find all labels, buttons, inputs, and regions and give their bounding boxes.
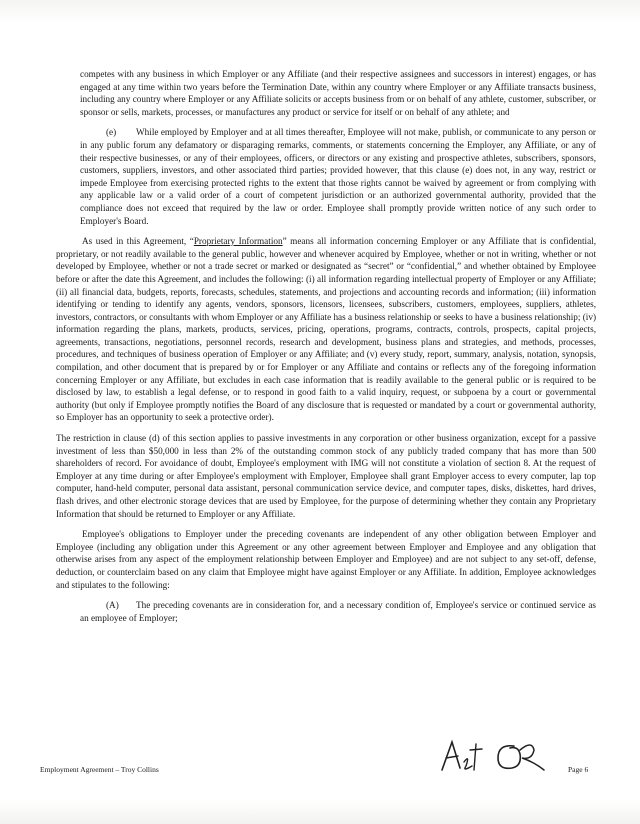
proprietary-text: ” means all information concerning Employer or any Affiliate that is confidential, proprietary, or not readily available to the general public, however and whenever acquired by Employee, whether or not in writing, whether or not developed by Employee, whether or not a trade secret or marked or designated as “secret” or “confidential,” and whether obtained by Employee before or after the date this Agreement, and includes the following: (i) all information regarding intellectual property of Employer or any Affiliate; (ii) all financial data, budgets, reports, forecasts, schedules, statements, and projections and accounting records and information; (iii) information identifying or tending to identify any agents, vendors, sponsors, licensors, licensees, subscribers, customers, employees, suppliers, athletes, investors, contractors, or consultants with whom Employer or any Affiliate has a business relationship or seeks to have a business relationship; (iv) information regarding the plans, markets, products, services, pricing, operations, programs, contracts, controls, prospects, capital projects, agreements, transactions, negotiations, personnel records, research and development, business plans and strategies, and methods, processes, procedures, and techniques of business operation of Employer or any Affiliate; and (v) every study, report, summary, analysis, notation, synopsis, compilation, and other document that is prepared by or for Employer or any Affiliate and contains or reflects any of the foregoing information concerning Employer or any Affiliate, but excludes in each case information that is readily available to the general public or is required to be disclosed by law, to establish a legal defense, or to respond in good faith to a valid inquiry, request, or subpoena by a court or governmental authority (but only if Employee promptly notifies the Board of any disclosure that is requested or mandated by a court or governmental authority, so Employer has an opportunity to seek a protective order).	[56, 236, 596, 423]
paragraph-clause-e	[80, 126, 596, 227]
proprietary-lead: As used in this Agreement, “	[82, 236, 194, 247]
defined-term: Proprietary Information	[193, 236, 283, 247]
paragraph-clause-a	[80, 599, 596, 624]
signature-initials	[436, 736, 556, 776]
clause-label: (A)	[106, 600, 119, 611]
clause-label: (e)	[106, 127, 117, 138]
paragraph-obligations: Employee's obligations to Employer under the preceding covenants are independent of any other obligation between Employer and Employee (including any obligation under this Agreement or any other agreement between Employer and Employee and any obligation that otherwise arises from any aspect of the employment relationship between Employer and Employee) and are not subject to any set-off, defense, deduction, or counterclaim based on any claim that Employee might have against Employer or any Affiliate. In addition, Employee acknowledges and stipulates to the following:	[56, 529, 596, 590]
clause-a-text: The preceding covenants are in consideration for, and a necessary condition of, Employee's service or continued service as an employee of Employer;	[80, 600, 596, 623]
paragraph-restriction: The restriction in clause (d) of this section applies to passive investments in any corporation or other business organization, except for a passive investment of less than $50,000 in less than 2% of the outstanding common stock of any publicly traded company that has more than 500 shareholders of record. For avoidance of doubt, Employee's employment with IMG will not constitute a violation of section 8. At the request of Employer at any time during or after Employee's employment with Employer, Employee shall grant Employer access to every computer, lap top computer, hand-held computer, personal data assistant, personal communication service device, and computer tapes, disks, diskettes, hard drives, flash drives, and other electronic storage devices that are used by Employee, for the purpose of determining whether they contain any Proprietary Information that should be returned to Employer or any Affiliate.	[56, 433, 596, 519]
document-body	[56, 68, 596, 632]
footer-page-number: Page 6	[568, 765, 589, 774]
footer-document-title: Employment Agreement – Troy Collins	[40, 765, 159, 774]
clause-e-text: While employed by Employer and at all times thereafter, Employee will not make, publish, or communicate to any person or in any public forum any defamatory or disparaging remarks, comments, or statements concerning the Employer, any Affiliate, or any of their respective businesses, or any of their employees, officers, or directors or any existing and prospective athletes, subscribers, sponsors, customers, suppliers, investors, and other associated third parties; provided however, that this clause (e) does not, in any way, restrict or impede Employee from exercising protected rights to the extent that those rights cannot be waived by agreement or from complying with any applicable law or a valid order of a court of competent jurisdiction or an authorized governmental authority, provided that the compliance does not exceed that required by the law or order. Employee shall promptly provide written notice of any such order to Employer's Board.	[80, 127, 596, 226]
paragraph-proprietary-information	[56, 235, 596, 424]
paragraph-competes: competes with any business in which Employer or any Affiliate (and their respective assignees and successors in interest) engages, or has engaged at any time within two years before the Termination Date, within any country where Employer or any Affiliate transacts business, including any country where Employer or any Affiliate solicits or accepts business from or on behalf of any athlete, customer, subscriber, or sponsor or sells, markets, processes, or manufactures any product or service for itself or on behalf of any athlete; and	[80, 69, 596, 117]
